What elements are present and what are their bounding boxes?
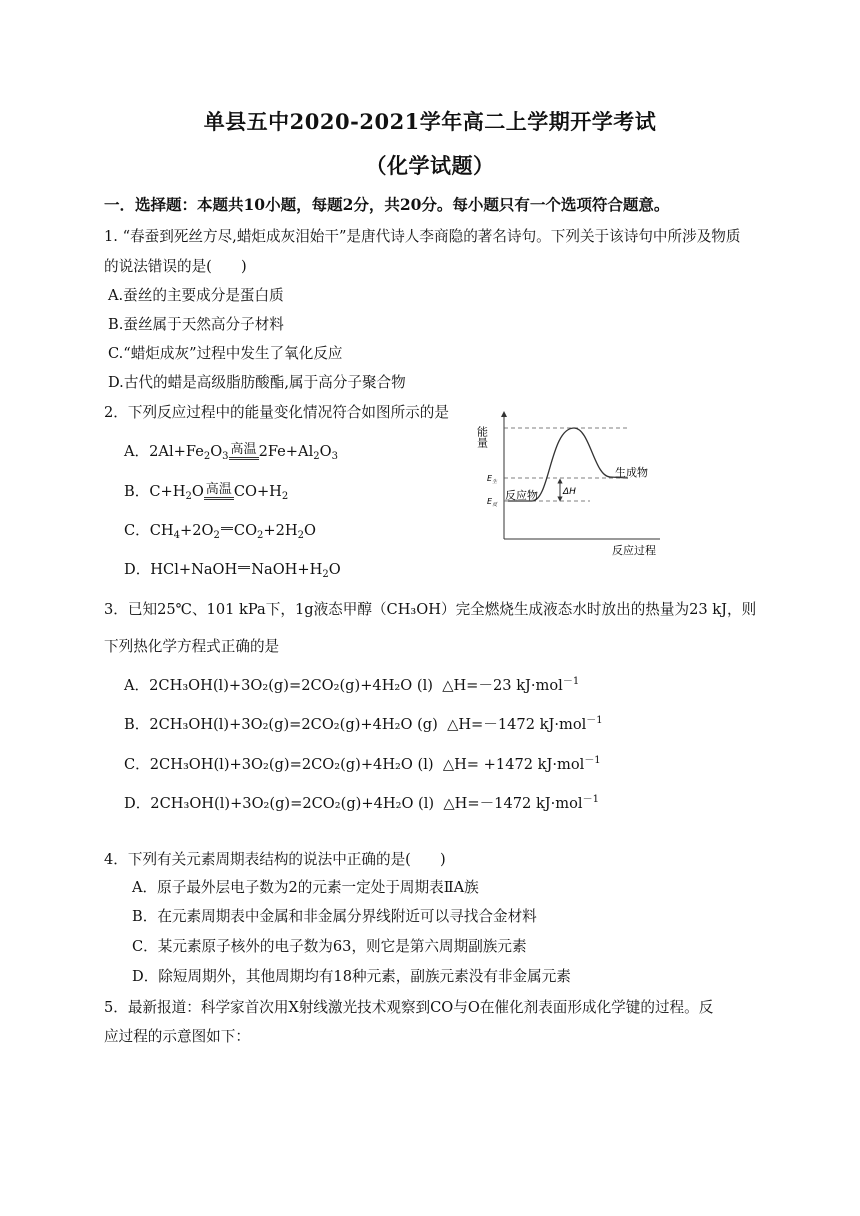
section-heading: 一．选择题：本题共10小题，每题2分，共20分。每小题只有一个选项符合题意。	[104, 195, 670, 214]
question-4-option-a: A．原子最外层电子数为2的元素一定处于周期表ⅡA族	[132, 879, 479, 896]
e-product-label: $E_生$	[487, 474, 498, 485]
y-axis-label: 能量	[475, 426, 489, 448]
question-3-option-b: B．2CH₃OH(l)+3O₂(g)=2CO₂(g)+4H₂O (g) △H=－1472 kJ·mol$^{-1}$	[124, 715, 603, 733]
equals-sign	[221, 527, 233, 530]
option-label: A．	[124, 443, 150, 460]
question-4-option-d: D．除短周期外，其他周期均有18种元素，副族元素没有非金属元素	[132, 968, 571, 985]
e-reactant-label: $E_反$	[487, 497, 498, 508]
question-4-option-c: C．某元素原子核外的电子数为63，则它是第六周期副族元素	[132, 938, 527, 955]
x-axis-label: 反应过程	[612, 544, 656, 557]
question-3-stem-line2: 下列热化学方程式正确的是	[104, 638, 280, 655]
question-5-stem-line1: 5．最新报道：科学家首次用X射线激光技术观察到CO与O在催化剂表面形成化学键的过程。反	[104, 999, 714, 1016]
question-5-stem-line2: 应过程的示意图如下：	[104, 1028, 250, 1045]
question-4-stem: 4．下列有关元素周期表结构的说法中正确的是( )	[104, 851, 446, 868]
equation-left: 2Al+Fe	[149, 443, 204, 460]
question-1-option-b: B.蚕丝属于天然高分子材料	[108, 316, 284, 333]
question-1-stem-line1: 1. “春蚕到死丝方尽,蜡炬成灰泪始干”是唐代诗人李商隐的著名诗句。下列关于该诗句中所涉及物质	[104, 228, 741, 245]
question-1-option-a: A.蚕丝的主要成分是蛋白质	[108, 287, 284, 304]
question-3-option-c: C．2CH₃OH(l)+3O₂(g)=2CO₂(g)+4H₂O (l) △H= +1472 kJ·mol$^{-1}$	[124, 755, 601, 773]
question-2-option-c: C．$CH_4+2O_2$ $CO_2+2H_2O$	[124, 522, 317, 541]
energy-diagram	[470, 404, 670, 564]
equation-right: 2Fe+Al	[258, 443, 314, 460]
question-1-option-d: D.古代的蜡是高级脂肪酸酯,属于高分子聚合物	[108, 374, 406, 391]
condition-high-temp: 高温	[204, 482, 234, 503]
exam-subtitle: （化学试题）	[365, 153, 495, 178]
reactant-label: 反应物	[505, 489, 538, 502]
question-4-option-b: B．在元素周期表中金属和非金属分界线附近可以寻找合金材料	[132, 908, 537, 925]
question-3-option-a: A．2CH₃OH(l)+3O₂(g)=2CO₂(g)+4H₂O (l) △H=－23 kJ·mol$^{-1}$	[124, 676, 580, 694]
question-3-option-d: D．2CH₃OH(l)+3O₂(g)=2CO₂(g)+4H₂O (l) △H=－1472 kJ·mol$^{-1}$	[124, 794, 599, 812]
exam-title: 单县五中2020-2021学年高二上学期开学考试	[203, 109, 657, 134]
question-1-option-c: C.“蜡炬成灰”过程中发生了氧化反应	[108, 345, 343, 362]
question-3-stem-line1: 3．已知25℃、101 kPa下，1g液态甲醇（CH₃OH）完全燃烧生成液态水时放出的热量为23 kJ，则	[104, 601, 757, 618]
question-2-option-a: A．$2Al+Fe_2O_3$ 高温 $2Fe+Al_2O_3$	[124, 442, 338, 462]
question-2-stem: 2．下列反应过程中的能量变化情况符合如图所示的是	[104, 404, 449, 421]
equals-sign	[238, 566, 250, 569]
question-2-option-d: D．HCl+NaOH $NaOH+H_2O$	[124, 561, 341, 580]
question-1-stem-line2: 的说法错误的是( )	[104, 258, 247, 275]
product-label: 生成物	[615, 466, 648, 479]
condition-high-temp: 高温	[229, 442, 259, 463]
delta-h-label: ΔH	[563, 487, 576, 497]
question-2-option-b: B．$C+H_2O$ 高温 $CO+H_2$	[124, 482, 289, 502]
